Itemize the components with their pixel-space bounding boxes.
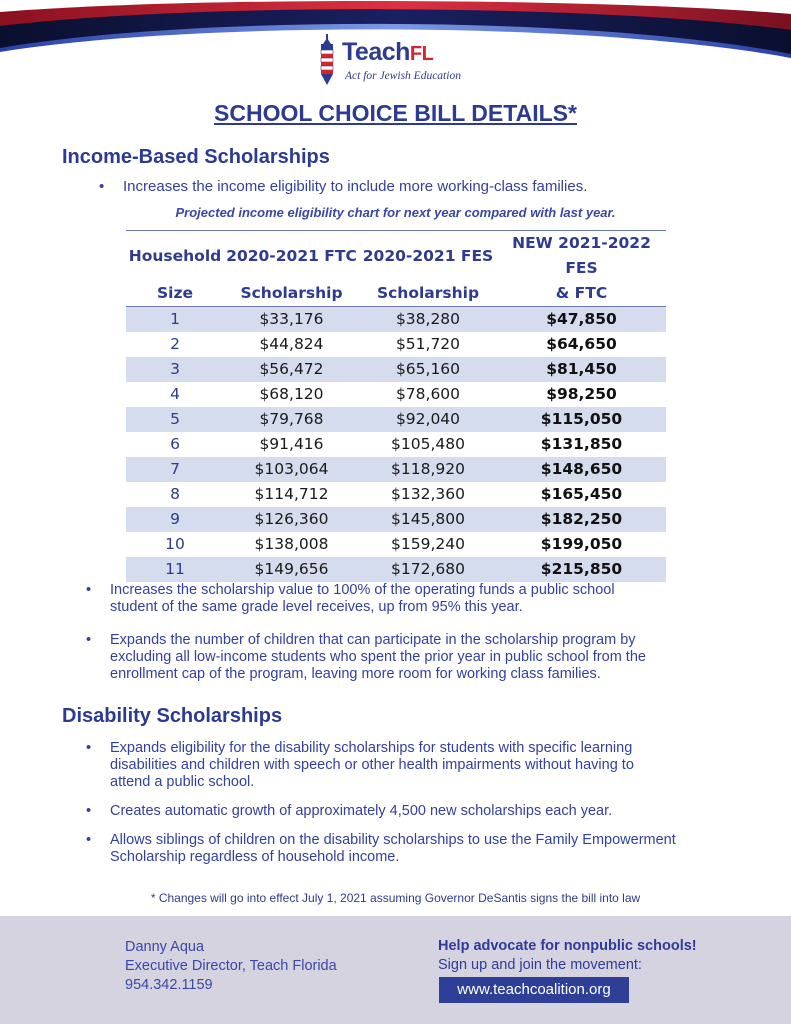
cell-fes: $65,160: [359, 357, 497, 382]
cell-size: 4: [170, 385, 180, 403]
logo-wordmark: [342, 38, 433, 67]
cell-size: 2: [170, 335, 180, 353]
cell-new: $115,050: [497, 407, 666, 432]
cell-size: 8: [170, 485, 180, 503]
chart-caption: Projected income eligibility chart for next year compared with last year.: [175, 205, 616, 220]
cell-fes: $145,800: [359, 507, 497, 532]
income-bullet-1: [99, 178, 588, 195]
header-ftc: 2020-2021 FTC: [224, 231, 359, 282]
disability-bullet-2-text: Creates automatic growth of approximately 4,500 new scholarships each year.: [110, 803, 613, 819]
table-row: [126, 332, 666, 357]
income-bullet-2: [86, 582, 615, 616]
cell-ftc: $126,360: [224, 507, 359, 532]
pencil-icon: [318, 34, 338, 86]
bullet-dot: •: [86, 832, 92, 848]
cell-ftc: $44,824: [259, 335, 324, 353]
header-ftc-line2: Scholarship: [224, 281, 359, 307]
disability-bullet-1-line-3: attend a public school.: [110, 774, 255, 790]
disability-heading: Disability Scholarships: [62, 705, 283, 727]
cell-ftc: $79,768: [224, 407, 359, 432]
logo-tagline: Act for Jewish Education: [345, 70, 461, 82]
income-eligibility-table: [126, 230, 666, 582]
income-bullet-3-line-2: excluding all low-income students who spent the prior year in public school from the: [110, 649, 646, 665]
cell-fes: $172,680: [359, 557, 497, 582]
table-row: [126, 482, 666, 507]
cell-size: 1: [126, 307, 224, 333]
cta-title: Help advocate for nonpublic schools!: [438, 938, 697, 954]
cell-fes: $78,600: [395, 385, 461, 403]
income-bullet-1-text: Increases the income eligibility to include more working-class families.: [123, 178, 588, 195]
table-row: [126, 457, 666, 482]
cell-size: 11: [126, 557, 224, 582]
table-row: [126, 307, 666, 333]
table-row: [126, 532, 666, 557]
header-fes: 2020-2021 FES: [359, 231, 497, 282]
cell-size: 9: [126, 507, 224, 532]
cell-fes: $105,480: [391, 435, 465, 453]
cell-new: $215,850: [497, 557, 666, 582]
cell-ftc: $103,064: [224, 457, 359, 482]
cell-new: $165,450: [540, 485, 623, 503]
cell-ftc: $33,176: [224, 307, 359, 333]
cell-new: $199,050: [540, 535, 623, 553]
income-bullet-2-line-1: Increases the scholarship value to 100% of the operating funds a public school: [110, 582, 615, 598]
disability-bullet-3-line-1: Allows siblings of children on the disability scholarships to use the Family Empowerment: [110, 832, 676, 848]
bullet-dot: •: [86, 740, 92, 756]
header-new: NEW 2021-2022 FES: [497, 231, 666, 282]
table-row: [126, 557, 666, 582]
cell-ftc: $149,656: [224, 557, 359, 582]
cell-new: $47,850: [497, 307, 666, 333]
cell-fes: $159,240: [391, 535, 465, 553]
cell-size: 5: [126, 407, 224, 432]
cell-new: $98,250: [546, 385, 617, 403]
cell-fes: $132,360: [391, 485, 465, 503]
logo-brand-accent: FL: [409, 43, 434, 65]
logo-brand-main: Teach: [342, 38, 410, 66]
cell-size: 7: [126, 457, 224, 482]
cta-subtitle: Sign up and join the movement:: [438, 957, 642, 973]
income-heading: Income-Based Scholarships: [62, 146, 330, 168]
bullet-dot: •: [86, 582, 92, 598]
income-bullet-3-line-1: Expands the number of children that can participate in the scholarship program by: [110, 632, 636, 648]
cell-ftc: $68,120: [259, 385, 324, 403]
header-household-line2: Size: [126, 281, 224, 307]
cell-new: $81,450: [497, 357, 666, 382]
bullet-dot: •: [99, 178, 105, 195]
cell-new: $148,650: [497, 457, 666, 482]
table-row: [126, 382, 666, 407]
bullet-dot: •: [86, 803, 92, 819]
cell-ftc: $56,472: [224, 357, 359, 382]
cell-ftc: $138,008: [254, 535, 329, 553]
income-bullet-2-line-2: student of the same grade level receives, up from 95% this year.: [110, 599, 523, 615]
cell-ftc: $114,712: [254, 485, 329, 503]
header-new-line2: & FTC: [497, 281, 666, 307]
cell-size: 10: [165, 535, 185, 553]
table-header: [126, 231, 666, 307]
disability-bullet-3: [86, 832, 676, 866]
disability-bullet-2: [86, 803, 613, 820]
table-row: [126, 357, 666, 382]
table-row: [126, 507, 666, 532]
document-title: SCHOOL CHOICE BILL DETAILS*: [214, 100, 577, 126]
contact-name: Danny Aqua: [125, 939, 205, 955]
cell-fes: $92,040: [359, 407, 497, 432]
header-household: Household: [126, 231, 224, 282]
disability-bullet-1-line-2: disabilities and children with speech or other health impairments without having to: [110, 757, 634, 773]
cell-fes: $118,920: [359, 457, 497, 482]
website-link[interactable]: www.teachcoalition.org: [439, 977, 629, 1003]
disability-bullet-1: [86, 740, 634, 791]
cell-size: 6: [170, 435, 180, 453]
cell-new: $64,650: [546, 335, 617, 353]
contact-phone: 954.342.1159: [125, 977, 213, 993]
bullet-dot: •: [86, 632, 92, 648]
disability-bullet-1-line-1: Expands eligibility for the disability scholarships for students with specific learning: [110, 740, 633, 756]
cell-size: 3: [126, 357, 224, 382]
contact-role: Executive Director, Teach Florida: [125, 958, 337, 974]
table-row: [126, 407, 666, 432]
income-bullet-3-line-3: enrollment cap of the program, leaving more room for working class families.: [110, 666, 601, 682]
disability-bullet-3-line-2: Scholarship regardless of household income.: [110, 849, 400, 865]
footnote: * Changes will go into effect July 1, 2021 assuming Governor DeSantis signs the bill into law: [150, 891, 641, 905]
cell-ftc: $91,416: [259, 435, 324, 453]
cell-new: $182,250: [497, 507, 666, 532]
cell-new: $131,850: [540, 435, 623, 453]
cell-fes: $51,720: [395, 335, 461, 353]
table-row: [126, 432, 666, 457]
income-bullet-3: [86, 632, 646, 683]
header-fes-line2: Scholarship: [359, 281, 497, 307]
cell-fes: $38,280: [359, 307, 497, 333]
teachfl-logo: [318, 34, 478, 88]
footer: [0, 916, 791, 1024]
contact-block: [125, 938, 337, 995]
